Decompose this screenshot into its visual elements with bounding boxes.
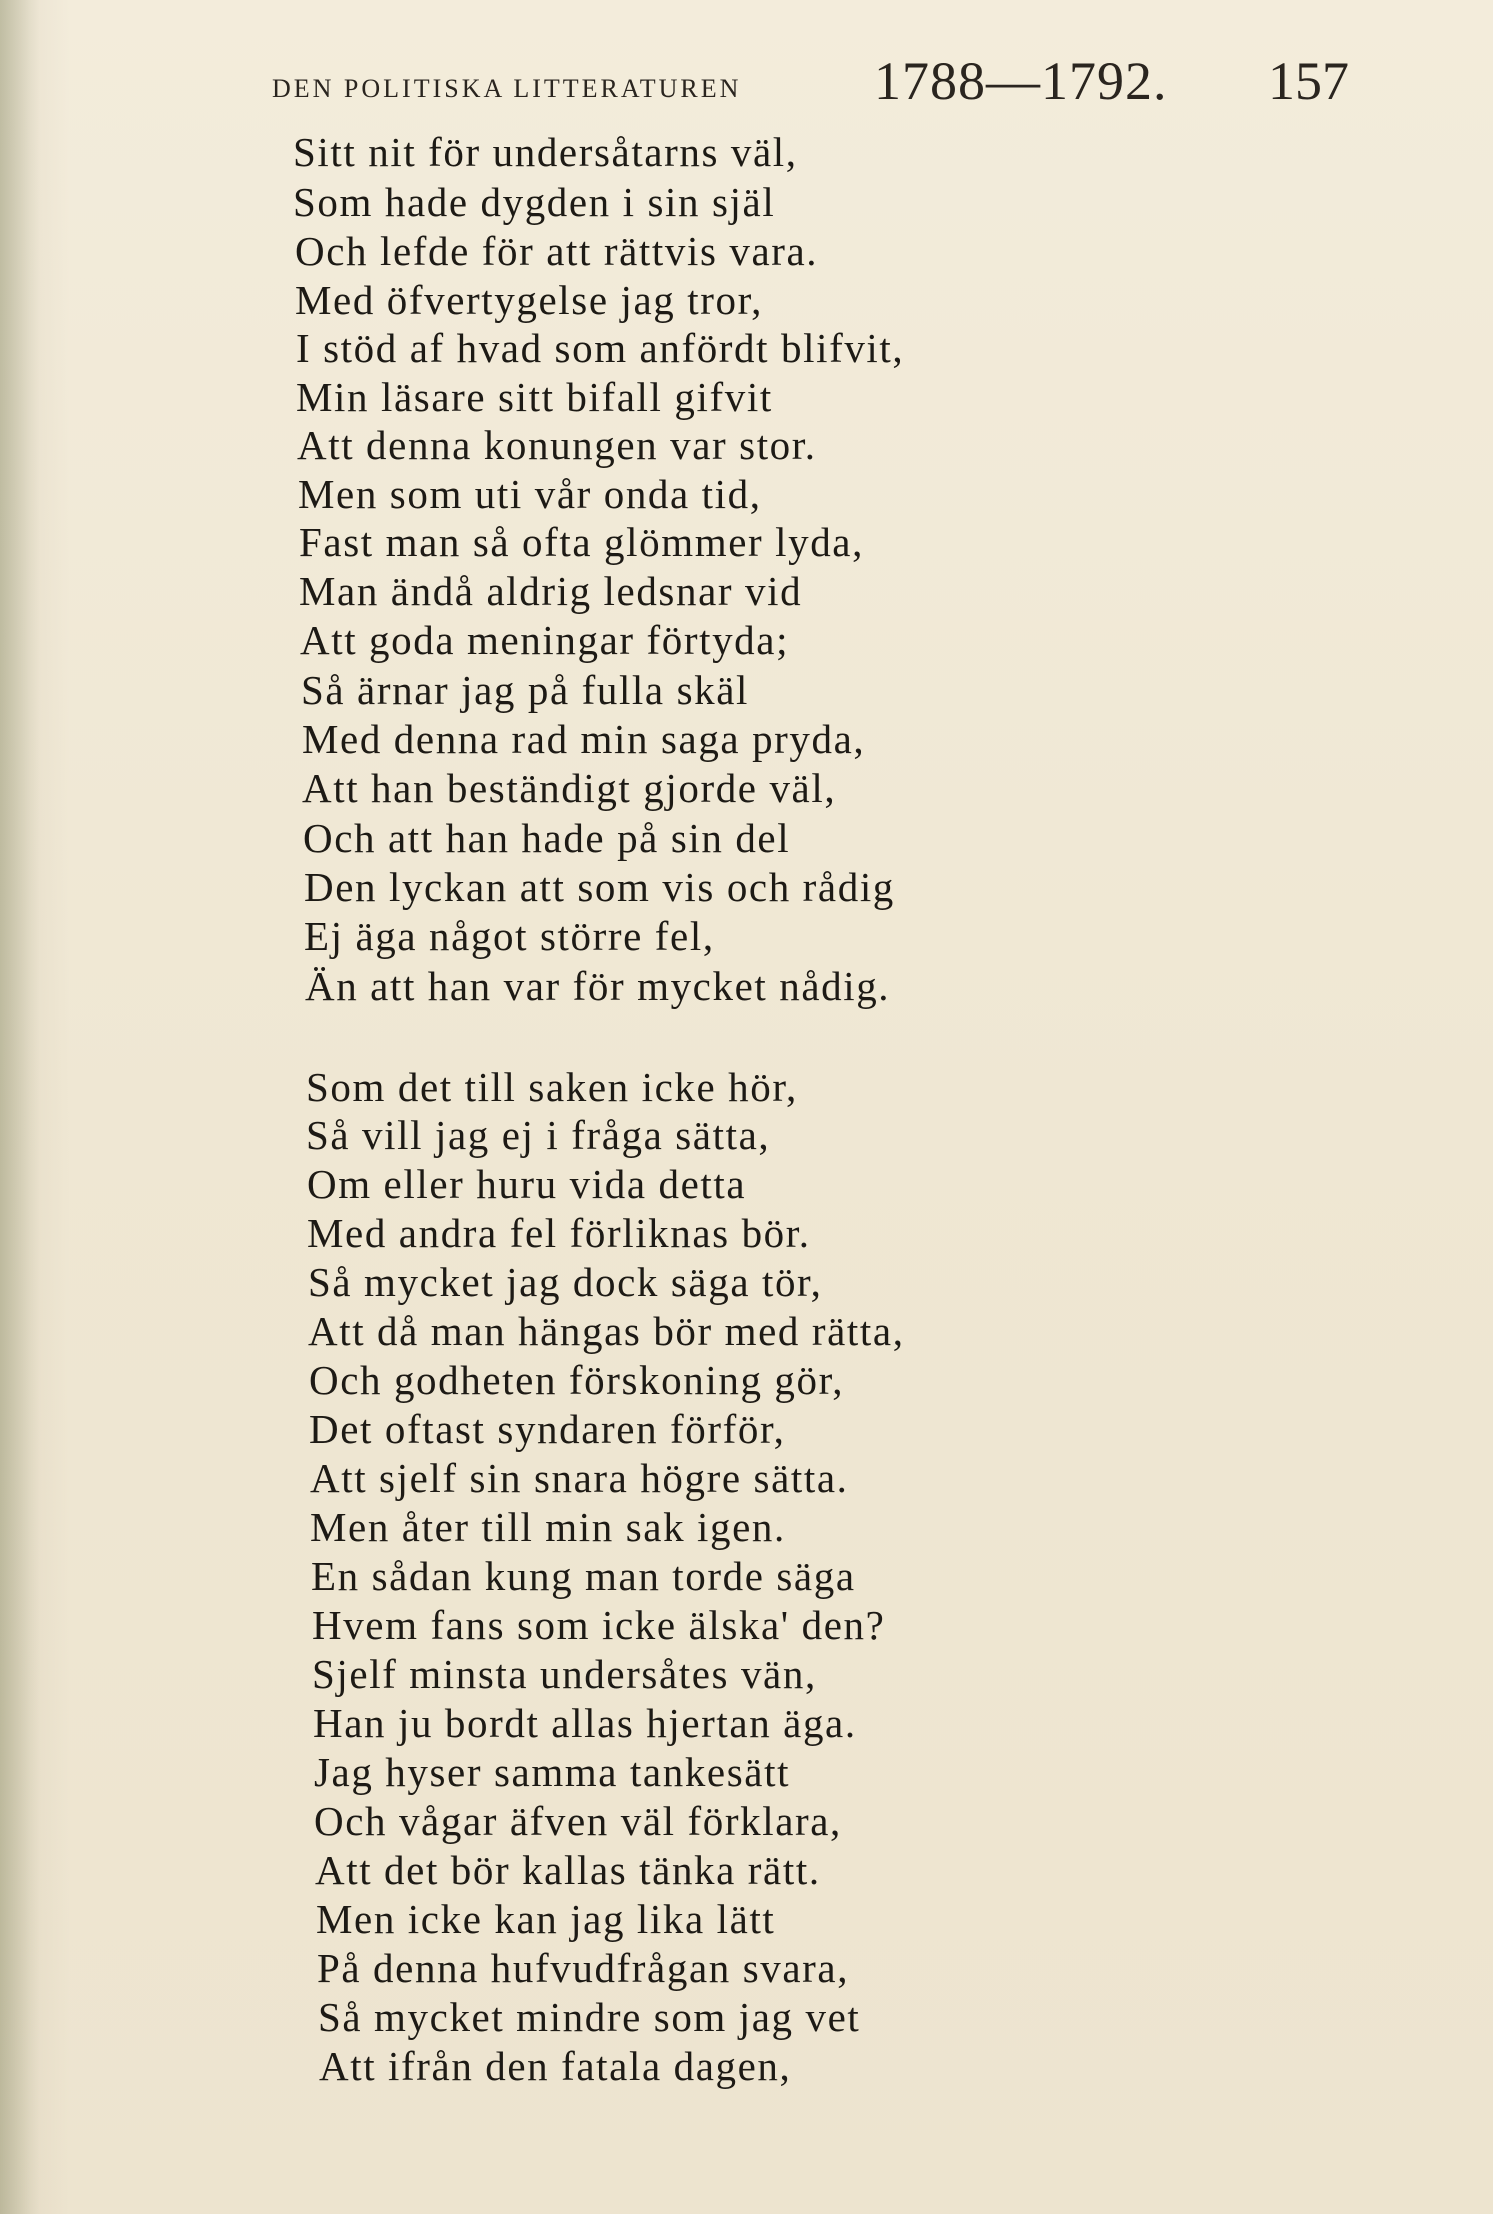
verse-line: Än att han var för mycket nådig.	[305, 963, 891, 1009]
verse-line: En sådan kung man torde säga	[311, 1553, 856, 1599]
verse-line: Så ärnar jag på fulla skäl	[301, 667, 750, 713]
verse-line: Att ifrån den fatala dagen,	[319, 2043, 792, 2089]
verse-line: Men icke kan jag lika lätt	[316, 1896, 776, 1942]
verse-line: Att denna konungen var stor.	[297, 422, 817, 468]
verse-line: Men åter till min sak igen.	[310, 1504, 786, 1550]
verse-line: Den lyckan att som vis och rådig	[304, 864, 895, 910]
verse-line: Som det till saken icke hör,	[306, 1064, 798, 1110]
verse-line: Ej äga något större fel,	[304, 913, 715, 959]
running-years: 1788—1792.	[874, 51, 1168, 111]
verse-line: Det oftast syndaren förför,	[309, 1406, 786, 1452]
page-number: 157	[1268, 51, 1349, 111]
verse-line: Han ju bordt allas hjertan äga.	[313, 1700, 857, 1746]
verse-line: Man ändå aldrig ledsnar vid	[299, 568, 803, 614]
verse-line: I stöd af hvad som anfördt blifvit,	[296, 325, 905, 371]
verse-line: Och godheten förskoning gör,	[309, 1357, 845, 1403]
verse-line: Fast man så ofta glömmer lyda,	[299, 519, 864, 565]
verse-line: Hvem fans som icke älska' den?	[312, 1602, 886, 1648]
verse-line: Att då man hängas bör med rätta,	[308, 1308, 905, 1354]
verse-line: Men som uti vår onda tid,	[298, 471, 762, 517]
verse-line: Så mycket mindre som jag vet	[318, 1994, 861, 2040]
verse-line: Med öfvertygelse jag tror,	[295, 277, 764, 323]
verse-line: Att det bör kallas tänka rätt.	[315, 1847, 821, 1893]
verse-line: Att goda meningar förtyda;	[300, 617, 790, 663]
verse-line: Att sjelf sin snara högre sätta.	[310, 1455, 849, 1501]
verse-line: Sjelf minsta undersåtes vän,	[312, 1651, 817, 1697]
verse-line: Så mycket jag dock säga tör,	[308, 1259, 823, 1305]
verse-line: Min läsare sitt bifall gifvit	[296, 374, 773, 420]
verse-line: Jag hyser samma tankesätt	[314, 1749, 791, 1795]
verse-line: På denna hufvudfrågan svara,	[317, 1945, 850, 1991]
verse-line: Med denna rad min saga pryda,	[302, 716, 866, 762]
verse-line: Att han beständigt gjorde väl,	[302, 765, 837, 811]
verse-line: Och lefde för att rättvis vara.	[295, 228, 819, 274]
verse-line: Sitt nit för undersåtarns väl,	[293, 129, 798, 175]
verse-line: Så vill jag ej i fråga sätta,	[306, 1112, 771, 1158]
verse-line: Och att han hade på sin del	[303, 815, 791, 861]
verse-line: Och vågar äfven väl förklara,	[314, 1798, 842, 1844]
running-title: DEN POLITISKA LITTERATUREN	[272, 74, 742, 103]
verse-line: Med andra fel förliknas bör.	[307, 1210, 811, 1256]
verse-line: Som hade dygden i sin själ	[293, 179, 776, 225]
verse-line: Om eller huru vida detta	[307, 1161, 747, 1207]
